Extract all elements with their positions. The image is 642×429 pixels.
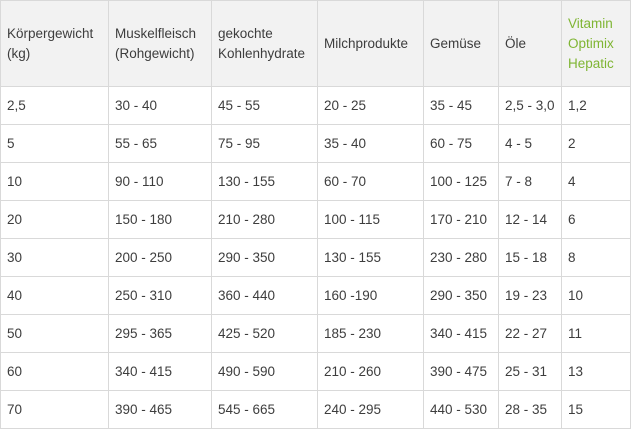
cell-body-weight: 2,5 [1,87,109,125]
cell-oils: 25 - 31 [499,353,562,391]
cell-vegetables: 230 - 280 [424,239,499,277]
table-row [1,239,631,277]
cell-oils: 4 - 5 [499,125,562,163]
cell-oils: 12 - 14 [499,201,562,239]
cell-vegetables: 170 - 210 [424,201,499,239]
cell-oils: 2,5 - 3,0 [499,87,562,125]
cell-muscle-meat: 295 - 365 [109,315,212,353]
table-row [1,163,631,201]
table-row [1,87,631,125]
cell-dairy: 20 - 25 [318,87,424,125]
header-body-weight: Körpergewicht (kg) [1,1,109,87]
cell-muscle-meat: 250 - 310 [109,277,212,315]
cell-vegetables: 440 - 530 [424,391,499,429]
header-muscle-meat: Muskelfleisch (Rohgewicht) [109,1,212,87]
table-row [1,125,631,163]
cell-vitamin: 6 [562,201,631,239]
cell-body-weight: 50 [1,315,109,353]
cell-vitamin: 15 [562,391,631,429]
cell-dairy: 240 - 295 [318,391,424,429]
cell-muscle-meat: 390 - 465 [109,391,212,429]
cell-body-weight: 40 [1,277,109,315]
table-row [1,201,631,239]
table-row [1,391,631,429]
header-oils: Öle [499,1,562,87]
table-row [1,315,631,353]
cell-dairy: 35 - 40 [318,125,424,163]
header-vitamin-link[interactable]: Vitamin Optimix Hepatic [562,1,631,87]
cell-vitamin: 11 [562,315,631,353]
cell-oils: 19 - 23 [499,277,562,315]
cell-muscle-meat: 90 - 110 [109,163,212,201]
cell-cooked-carbs: 425 - 520 [212,315,318,353]
cell-vegetables: 340 - 415 [424,315,499,353]
cell-cooked-carbs: 490 - 590 [212,353,318,391]
cell-oils: 7 - 8 [499,163,562,201]
cell-oils: 28 - 35 [499,391,562,429]
cell-cooked-carbs: 290 - 350 [212,239,318,277]
table-row [1,277,631,315]
cell-vitamin: 8 [562,239,631,277]
cell-muscle-meat: 340 - 415 [109,353,212,391]
cell-dairy: 100 - 115 [318,201,424,239]
cell-dairy: 130 - 155 [318,239,424,277]
cell-cooked-carbs: 45 - 55 [212,87,318,125]
cell-oils: 15 - 18 [499,239,562,277]
cell-muscle-meat: 150 - 180 [109,201,212,239]
cell-vegetables: 290 - 350 [424,277,499,315]
cell-dairy: 60 - 70 [318,163,424,201]
cell-cooked-carbs: 360 - 440 [212,277,318,315]
header-dairy: Milchprodukte [318,1,424,87]
cell-cooked-carbs: 130 - 155 [212,163,318,201]
cell-vitamin: 13 [562,353,631,391]
cell-dairy: 160 -190 [318,277,424,315]
cell-body-weight: 20 [1,201,109,239]
cell-body-weight: 70 [1,391,109,429]
cell-body-weight: 5 [1,125,109,163]
table-header [1,1,631,87]
cell-vitamin: 2 [562,125,631,163]
header-vegetables: Gemüse [424,1,499,87]
cell-dairy: 185 - 230 [318,315,424,353]
cell-vegetables: 35 - 45 [424,87,499,125]
cell-vitamin: 10 [562,277,631,315]
cell-dairy: 210 - 260 [318,353,424,391]
cell-muscle-meat: 200 - 250 [109,239,212,277]
cell-vegetables: 60 - 75 [424,125,499,163]
table-row [1,353,631,391]
cell-cooked-carbs: 545 - 665 [212,391,318,429]
cell-vegetables: 100 - 125 [424,163,499,201]
cell-oils: 22 - 27 [499,315,562,353]
cell-cooked-carbs: 210 - 280 [212,201,318,239]
header-row [1,1,631,87]
cell-body-weight: 30 [1,239,109,277]
cell-muscle-meat: 30 - 40 [109,87,212,125]
header-cooked-carbs: gekochte Kohlenhydrate [212,1,318,87]
cell-vitamin: 4 [562,163,631,201]
cell-cooked-carbs: 75 - 95 [212,125,318,163]
cell-body-weight: 10 [1,163,109,201]
cell-vegetables: 390 - 475 [424,353,499,391]
cell-muscle-meat: 55 - 65 [109,125,212,163]
cell-vitamin: 1,2 [562,87,631,125]
cell-body-weight: 60 [1,353,109,391]
table-body [1,87,631,429]
